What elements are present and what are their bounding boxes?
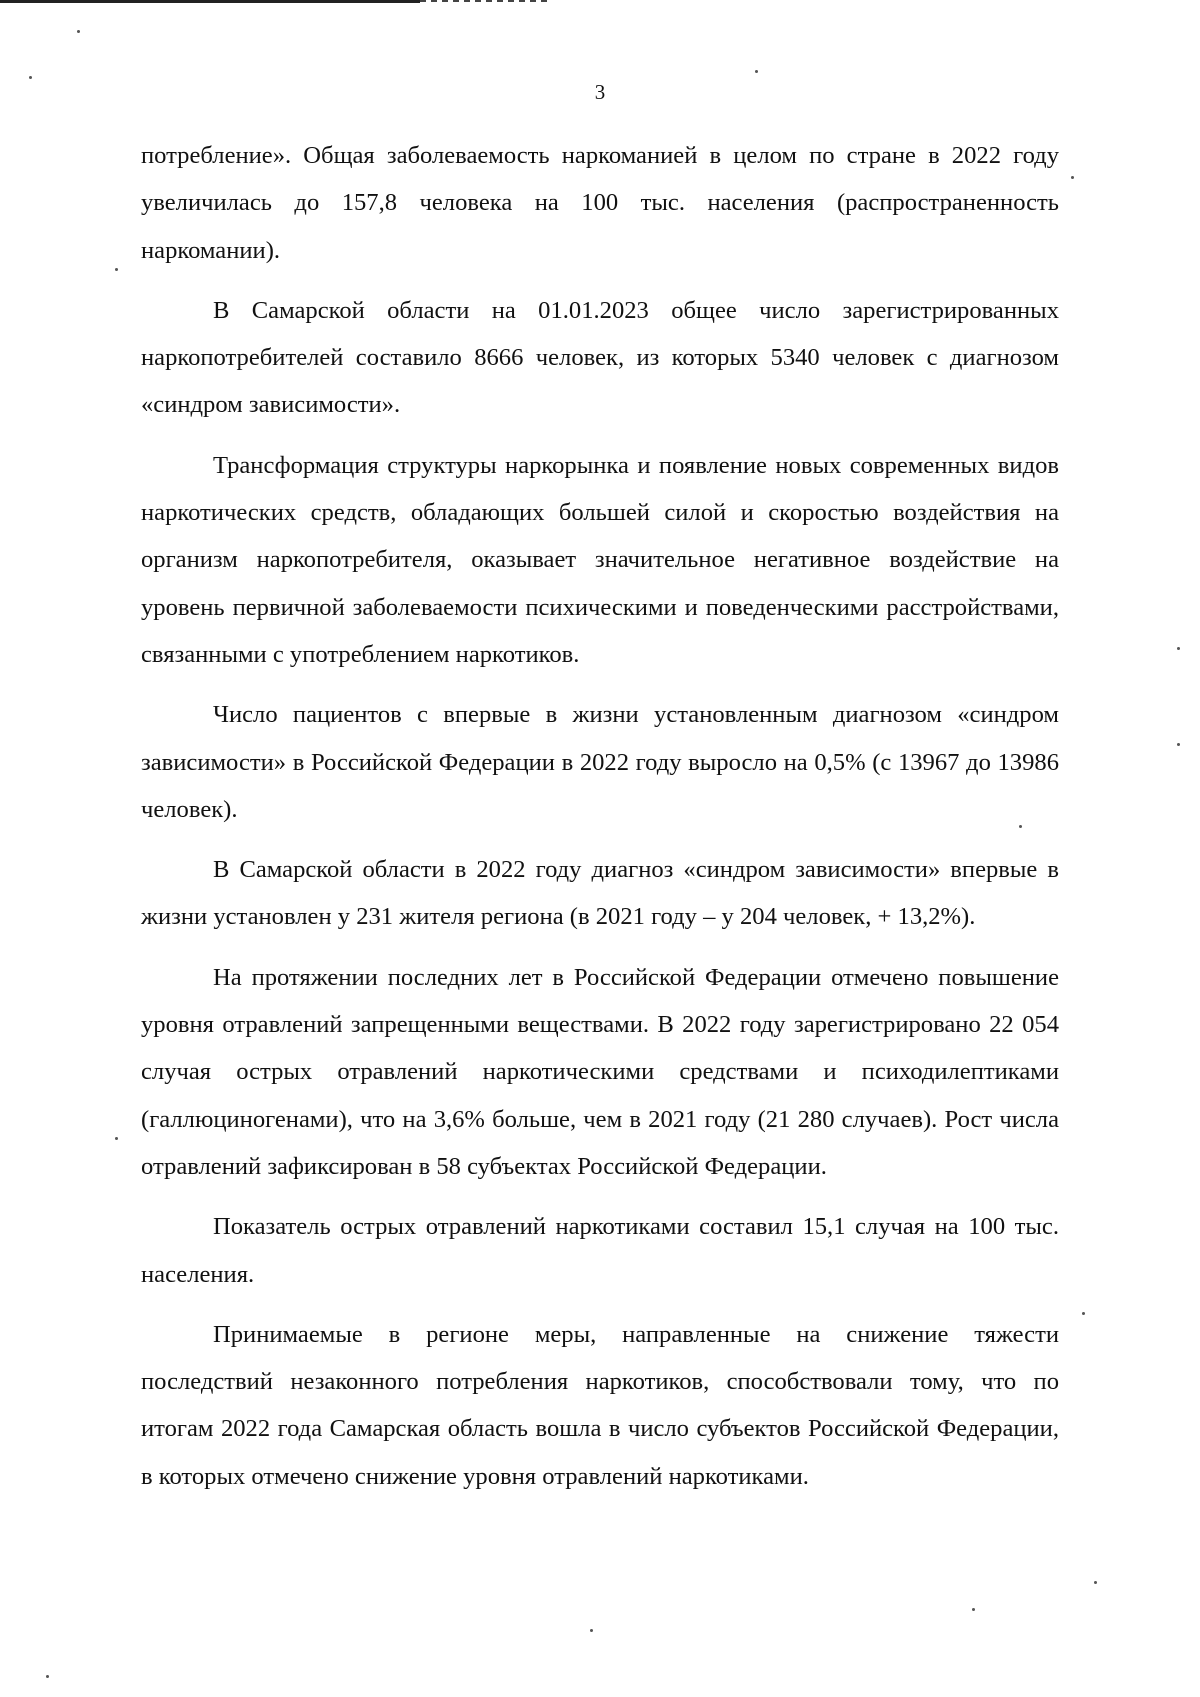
scan-speck [590,1629,593,1632]
scan-speck [1177,743,1180,746]
paragraph-5: В Самарской области в 2022 году диагноз «синдром зависимости» впервые в жизни установлен у 231 жителя региона (в 2021 году – у 204 человек, + 13,2%). [141,856,1059,931]
paragraph-1: потребление». Общая заболеваемость наркоманией в целом по стране в 2022 году увеличилась до 157,8 человека на 100 тыс. населения (распространенность наркомании). [141,142,1059,264]
paragraph-2: В Самарской области на 01.01.2023 общее число зарегистрированных наркопотребителей составило 8666 человек, из которых 5340 человек с диагнозом «синдром зависимости». [141,296,1059,419]
scan-speck [972,1608,975,1611]
scan-speck [1177,647,1180,650]
scan-speck [115,268,118,271]
page-number: 3 [594,80,606,104]
scan-speck [115,1137,118,1140]
scan-speck [1082,1312,1085,1315]
paragraph-6: На протяжении последних лет в Российской Федерации отмечено повышение уровня отравлений запрещенными веществами. В 2022 году зарегистрировано 22 054 случая острых отравлений наркотическими средствами и психодилептиками (галлюциногенами), что на 3,6% больше, чем в 2021 году (21 280 случаев). Рост числа отравлений зафиксирован в 58 субъектах Российской Федерации. [141,963,1059,1180]
top-edge-rule [0,0,420,3]
paragraph-8: Принимаемые в регионе меры, направленные на снижение тяжести последствий незаконного потребления наркотиков, способствовали тому, что по итогам 2022 года Самарская область вошла в число субъектов Российской Федерации, в которых отмечено снижение уровня отравлений наркотиками. [141,1320,1059,1490]
paragraph-3: Трансформация структуры наркорынка и появление новых современных видов наркотических средств, обладающих большей силой и скоростью воздействия на организм наркопотребителя, оказывает значительное негативное воздействие на уровень первичной заболеваемости психическими и поведенческими расстройствами, связанными с употреблением наркотиков. [141,451,1059,668]
scan-speck [77,30,80,33]
scan-speck [46,1675,49,1678]
scan-speck [755,70,758,73]
scan-speck [1019,825,1022,828]
scan-speck [1094,1581,1097,1584]
top-edge-rule-fragment [420,0,550,2]
paragraph-4: Число пациентов с впервые в жизни установленным диагнозом «синдром зависимости» в Российской Федерации в 2022 году выросло на 0,5% (с 13967 до 13986 человек). [141,701,1059,823]
document-body [141,132,1059,1513]
paragraph-7: Показатель острых отравлений наркотиками составил 15,1 случая на 100 тыс. населения. [141,1213,1059,1288]
scan-speck [29,76,32,79]
scan-speck [1071,176,1074,179]
